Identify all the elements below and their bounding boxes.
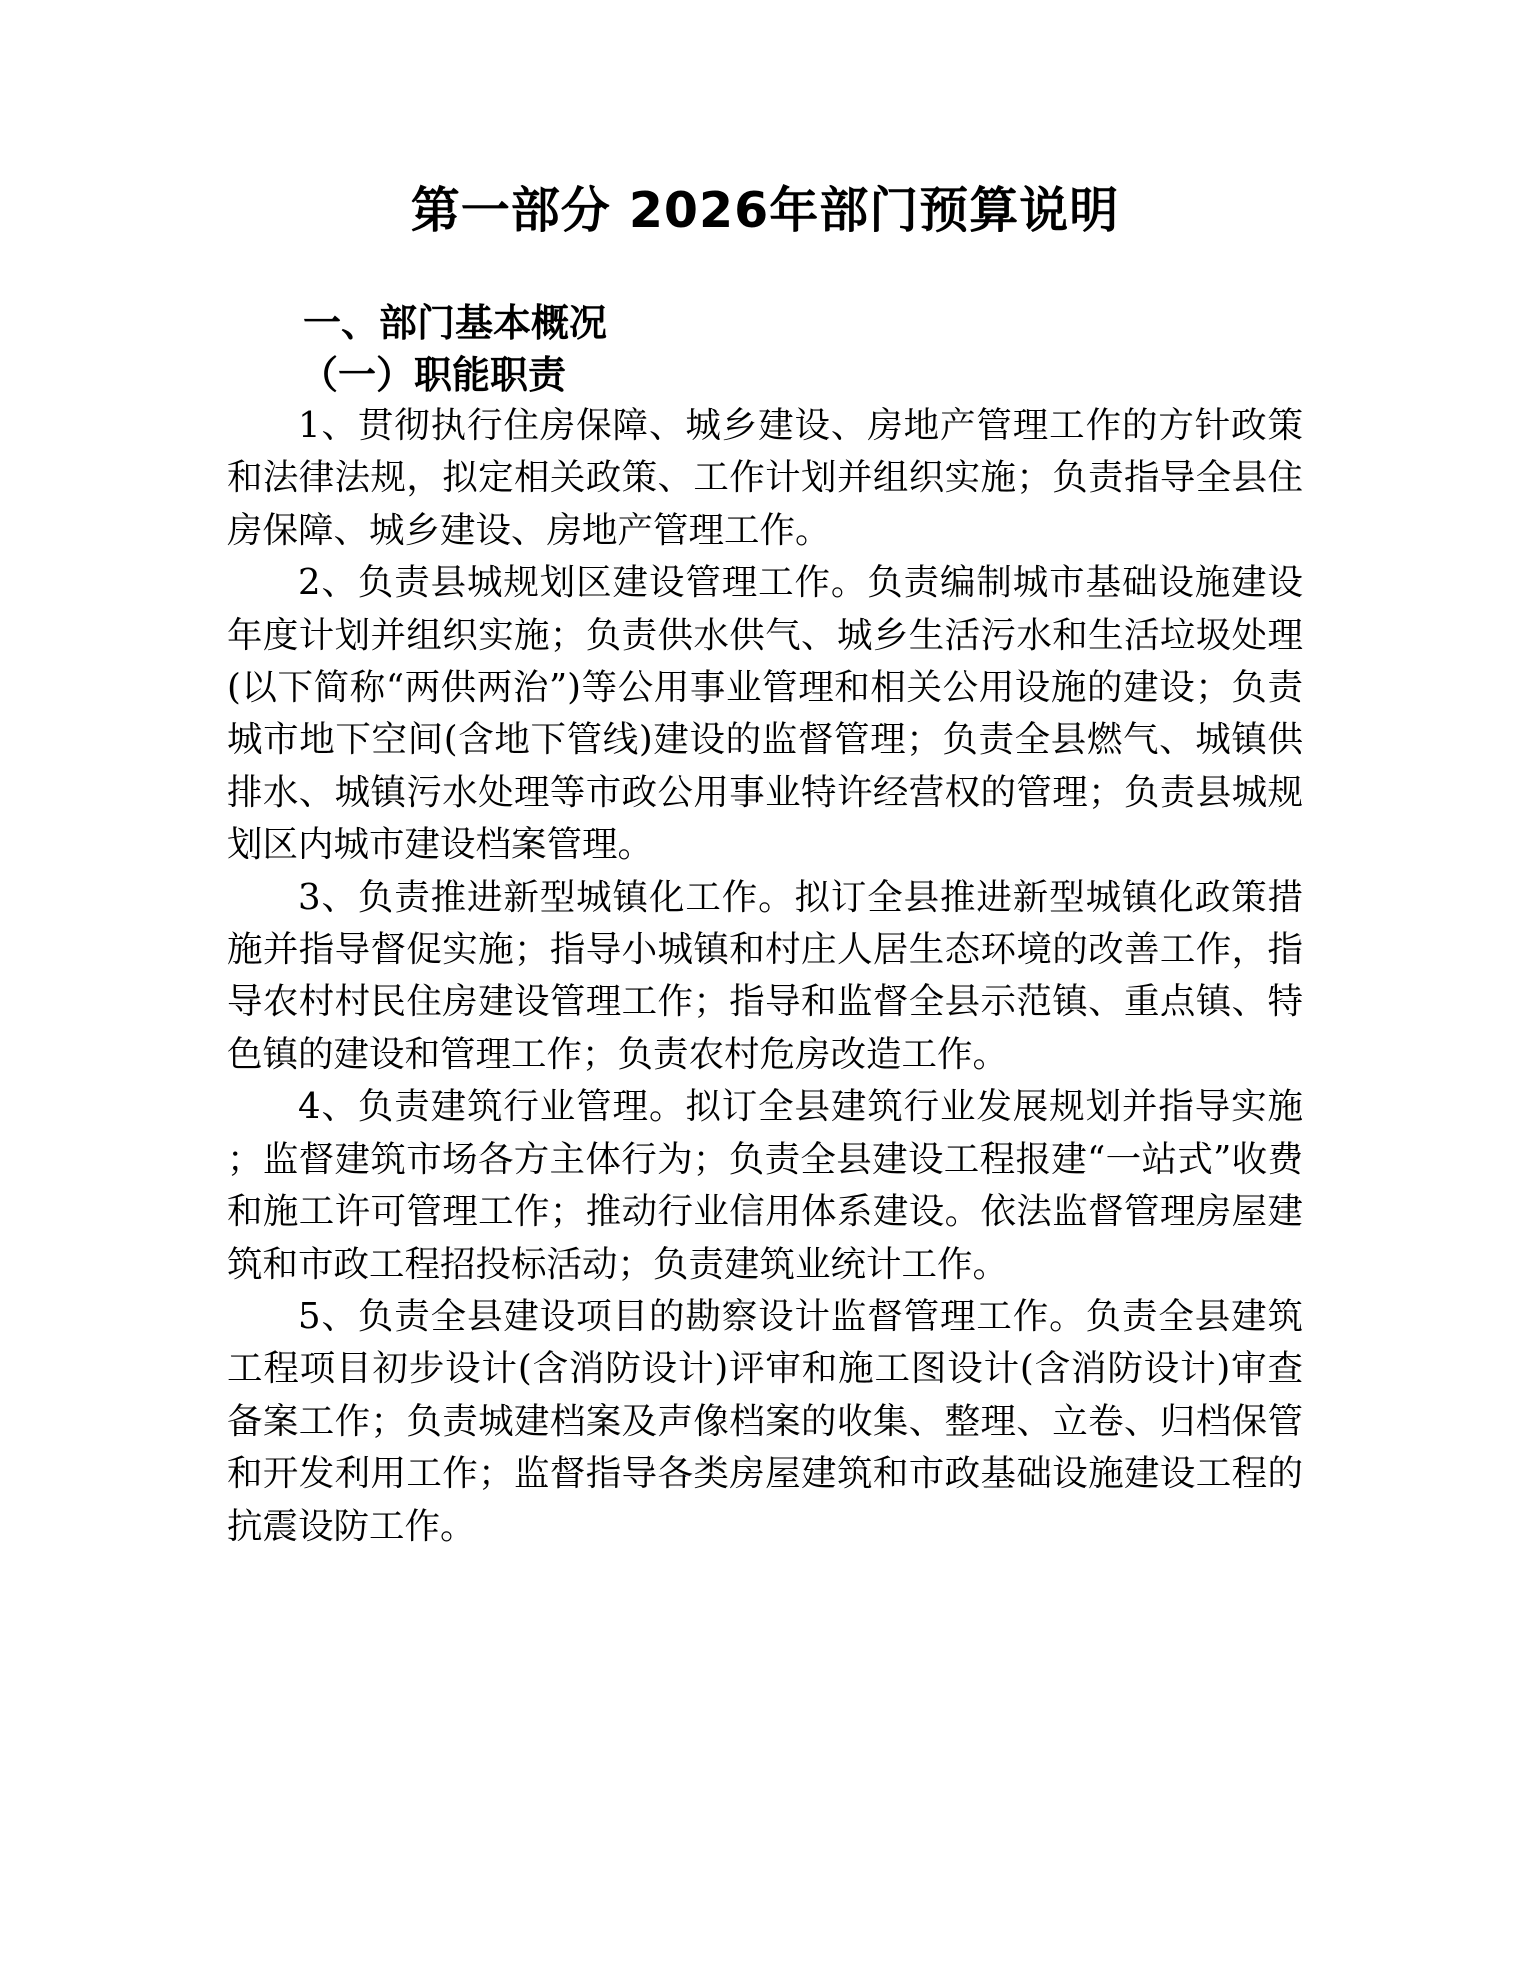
paragraph-2: 2、负责县城规划区建设管理工作。负责编制城市基础设施建设年度计划并组织实施；负责供水供气、城乡生活污水和生活垃圾处理(以下简称“两供两治”)等公用事业管理和相关公用设施的建设；负责城市地下空间(含地下管线)建设的监督管理；负责全县燃气、城镇供排水、城镇污水处理等市政公用事业特许经营权的管理；负责县城规划区内城市建设档案管理。 [227, 562, 1303, 866]
page-title: 第一部分 2026年部门预算说明 [410, 182, 1120, 239]
section-heading: 一、部门基本概况 [303, 301, 608, 345]
paragraph-1: 1、贯彻执行住房保障、城乡建设、房地产管理工作的方针政策和法律法规，拟定相关政策、工作计划并组织实施；负责指导全县住房保障、城乡建设、房地产管理工作。 [227, 405, 1303, 551]
paragraph-3: 3、负责推进新型城镇化工作。拟订全县推进新型城镇化政策措施并指导督促实施；指导小城镇和村庄人居生态环境的改善工作，指导农村村民住房建设管理工作；指导和监督全县示范镇、重点镇、特色镇的建设和管理工作；负责农村危房改造工作。 [227, 876, 1303, 1075]
subsection-heading: （一）职能职责 [300, 353, 567, 397]
paragraph-5: 5、负责全县建设项目的勘察设计监督管理工作。负责全县建筑工程项目初步设计(含消防设计)评审和施工图设计(含消防设计)审查备案工作；负责城建档案及声像档案的收集、整理、立卷、归档保管和开发利用工作；监督指导各类房屋建筑和市政基础设施建设工程的抗震设防工作。 [227, 1295, 1303, 1547]
paragraph-4: 4、负责建筑行业管理。拟订全县建筑行业发展规划并指导实施；监督建筑市场各方主体行为；负责全县建设工程报建“一站式”收费和施工许可管理工作；推动行业信用体系建设。依法监督管理房屋建筑和市政工程招投标活动；负责建筑业统计工作。 [227, 1086, 1303, 1285]
body-text [227, 400, 1303, 1553]
